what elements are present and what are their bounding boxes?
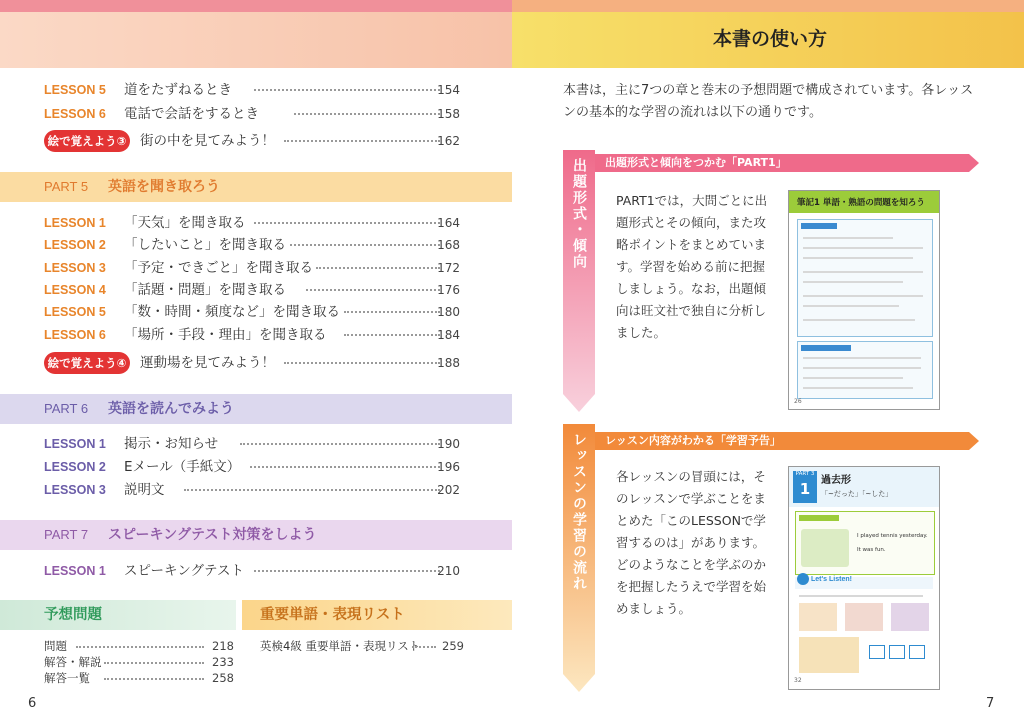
part-label: PART 7 <box>44 527 89 542</box>
toc-row[interactable] <box>44 654 234 670</box>
lesson-title: 「天気」を聞き取る <box>124 215 246 231</box>
lesson-title: 電話で会話をするとき <box>124 106 259 122</box>
toc-row[interactable] <box>44 325 464 345</box>
leader-dots <box>344 311 440 313</box>
thumb-line <box>803 271 923 273</box>
thumb-label <box>801 223 837 229</box>
section2-text: 各レッスンの冒頭には，そのレッスンで学ぶことをまとめた「このLESSONで学習するのは」があります。どのようなことを学ぶのかを把握したうえで学習を始めましょう。 <box>616 469 767 616</box>
lesson-label: LESSON 1 <box>44 437 106 451</box>
thumb-line <box>803 295 923 297</box>
leader-dots <box>104 662 204 664</box>
thumb-sentence: It was fun. <box>857 547 886 553</box>
lesson-title: 「数・時間・頻度など」を聞き取る <box>124 304 340 320</box>
toc-row[interactable] <box>44 457 464 477</box>
vocab-item-title: 英検4級 重要単語・表現リスト <box>260 639 421 653</box>
part-label: PART 6 <box>44 401 89 416</box>
lesson-label: LESSON 6 <box>44 328 106 342</box>
toc-row[interactable] <box>44 638 234 654</box>
page-ref: 258 <box>212 671 234 685</box>
lesson-label: LESSON 3 <box>44 261 106 275</box>
page-ref: 162 <box>437 134 460 148</box>
picture-badge: 絵で覚えよう③ <box>44 130 130 152</box>
toc-row[interactable] <box>44 302 464 322</box>
yosou-item-title: 解答一覧 <box>44 671 90 685</box>
leader-dots <box>344 334 440 336</box>
thumb-line <box>803 237 893 239</box>
thumb-page-number: 26 <box>794 398 802 405</box>
section2-bar <box>595 432 979 450</box>
lesson-label: LESSON 4 <box>44 283 106 297</box>
leader-dots <box>254 570 440 572</box>
lesson-title: Eメール（手紙文） <box>124 459 241 475</box>
right-top-band <box>512 0 1024 12</box>
answer-box <box>909 645 925 659</box>
section2-thumbnail <box>788 466 940 690</box>
yosou-item-title: 解答・解説 <box>44 655 102 669</box>
lesson-title: 掲示・お知らせ <box>124 436 219 452</box>
lesson-title: 説明文 <box>124 482 165 498</box>
thumb-line <box>803 319 915 321</box>
toc-row[interactable] <box>44 280 464 300</box>
part-title: スピーキングテスト対策をしよう <box>108 527 317 543</box>
thumb-subtitle: 「~だった」「~した」 <box>821 490 893 498</box>
leader-dots <box>290 244 440 246</box>
picture-badge: 絵で覚えよう④ <box>44 352 130 374</box>
page-ref: 168 <box>437 238 460 252</box>
thumb-title: 筆記1 単語・熟語の問題を知ろう <box>797 198 925 208</box>
thumb-lesson-number: 1 <box>799 480 811 498</box>
toc-row[interactable] <box>44 80 464 100</box>
page-ref: 218 <box>212 639 234 653</box>
section1-tab <box>563 150 595 412</box>
lesson-title: 道をたずねるとき <box>124 82 232 98</box>
page-ref: 233 <box>212 655 234 669</box>
thumb-line <box>799 595 923 597</box>
answer-box <box>889 645 905 659</box>
thumb-line <box>803 387 913 389</box>
toc-row[interactable] <box>260 638 464 654</box>
leader-dots <box>412 646 436 648</box>
section1-thumbnail <box>788 190 940 410</box>
toc-row[interactable] <box>44 213 464 233</box>
part6-band[interactable] <box>0 394 512 424</box>
part5-band[interactable] <box>0 172 512 202</box>
lesson-label: LESSON 1 <box>44 216 106 230</box>
picture-title: 運動場を見てみよう！ <box>140 355 275 371</box>
lesson-label: LESSON 1 <box>44 564 106 578</box>
toc-row[interactable] <box>44 480 464 500</box>
page-number: 7 <box>986 696 995 711</box>
page-ref: 188 <box>437 356 460 370</box>
page-ref: 210 <box>437 564 460 578</box>
page-ref: 190 <box>437 437 460 451</box>
part-title: 英語を聞き取ろう <box>108 179 220 195</box>
page-ref: 202 <box>437 483 460 497</box>
illustration <box>799 637 859 673</box>
intro-text: 本書は，主に7つの章と巻末の予想問題で構成されています。各レッスンの基本的な学習の流れは以下の通りです。 <box>563 83 974 120</box>
leader-dots <box>294 113 440 115</box>
page-number: 6 <box>28 696 37 711</box>
page-ref: 184 <box>437 328 460 342</box>
page-ref: 196 <box>437 460 460 474</box>
lesson-label: LESSON 5 <box>44 83 106 97</box>
left-header-band <box>0 12 512 68</box>
yosou-title: 予想問題 <box>44 607 102 623</box>
leader-dots <box>316 267 440 269</box>
lesson-title: 「場所・手段・理由」を聞き取る <box>124 327 327 343</box>
thumb-line <box>803 281 903 283</box>
page-ref: 176 <box>437 283 460 297</box>
section1-text: PART1では，大問ごとに出題形式とその傾向，また攻略ポイントをまとめています。学習を始める前に把握しましょう。なお，出題傾向は旺文社で独自に分析しました。 <box>616 193 768 340</box>
thumb-line <box>803 357 921 359</box>
toc-row[interactable] <box>44 670 234 686</box>
page-ref: 158 <box>437 107 460 121</box>
lesson-title: 「予定・できごと」を聞き取る <box>124 260 313 276</box>
toc-row[interactable] <box>44 258 464 278</box>
section2-tab <box>563 424 595 692</box>
part7-band[interactable] <box>0 520 512 550</box>
lesson-label: LESSON 6 <box>44 107 106 121</box>
thumb-label <box>801 345 851 351</box>
page-ref: 154 <box>437 83 460 97</box>
leader-dots <box>76 646 204 648</box>
leader-dots <box>306 289 440 291</box>
leader-dots <box>240 443 440 445</box>
yosou-item-title: 問題 <box>44 639 67 653</box>
lesson-title: 「したいこと」を聞き取る <box>124 237 286 253</box>
toc-row[interactable] <box>44 561 464 581</box>
page-ref: 172 <box>437 261 460 275</box>
leader-dots <box>254 89 440 91</box>
leader-dots <box>284 362 440 364</box>
lesson-label: LESSON 2 <box>44 238 106 252</box>
thumb-line <box>803 367 921 369</box>
picture-title: 街の中を見てみよう！ <box>140 133 275 149</box>
toc-row[interactable] <box>44 131 464 151</box>
toc-row[interactable] <box>44 104 464 124</box>
vocab-title: 重要単語・表現リスト <box>260 607 405 623</box>
leader-dots <box>254 222 440 224</box>
lesson-title: スピーキングテスト <box>124 563 245 579</box>
thumb-line <box>803 247 923 249</box>
illustration <box>891 603 929 631</box>
leader-dots <box>104 678 204 680</box>
illustration <box>845 603 883 631</box>
page-ref: 164 <box>437 216 460 230</box>
section2-tab-label: レッスンの学習の流れ <box>571 432 587 592</box>
lesson-title: 「話題・問題」を聞き取る <box>124 282 286 298</box>
toc-row[interactable] <box>44 235 464 255</box>
thumb-page-number: 32 <box>794 677 802 684</box>
thumb-sentence: I played tennis yesterday. <box>857 533 928 539</box>
part-title: 英語を読んでみよう <box>108 401 234 417</box>
page-title: 本書の使い方 <box>712 28 827 50</box>
lesson-label: LESSON 2 <box>44 460 106 474</box>
page-ref: 180 <box>437 305 460 319</box>
toc-row[interactable] <box>44 353 464 373</box>
leader-dots <box>284 140 440 142</box>
toc-row[interactable] <box>44 434 464 454</box>
thumb-part: PART 3 <box>795 471 815 477</box>
page-ref: 259 <box>442 639 464 653</box>
section1-bar-label: 出題形式と傾向をつかむ「PART1」 <box>605 156 787 169</box>
part-label: PART 5 <box>44 179 89 194</box>
left-top-band <box>0 0 512 12</box>
thumb-listen-heading: Let's Listen! <box>811 576 852 583</box>
leader-dots <box>184 489 440 491</box>
leader-dots <box>250 466 440 468</box>
vocab-band[interactable] <box>242 600 512 630</box>
lesson-label: LESSON 3 <box>44 483 106 497</box>
lesson-label: LESSON 5 <box>44 305 106 319</box>
thumb-line <box>803 305 899 307</box>
thumb-line <box>803 257 913 259</box>
thumb-line <box>803 377 903 379</box>
thumb-title: 過去形 <box>821 475 851 486</box>
section2-bar-label: レッスン内容がわかる「学習予告」 <box>605 434 781 447</box>
yosou-band[interactable] <box>0 600 236 630</box>
answer-box <box>869 645 885 659</box>
thumb-label <box>799 515 839 521</box>
illustration <box>799 603 837 631</box>
section1-bar <box>595 154 979 172</box>
listen-icon <box>797 573 809 585</box>
section1-tab-label: 出題形式・傾向 <box>571 158 587 270</box>
illustration <box>801 529 849 567</box>
